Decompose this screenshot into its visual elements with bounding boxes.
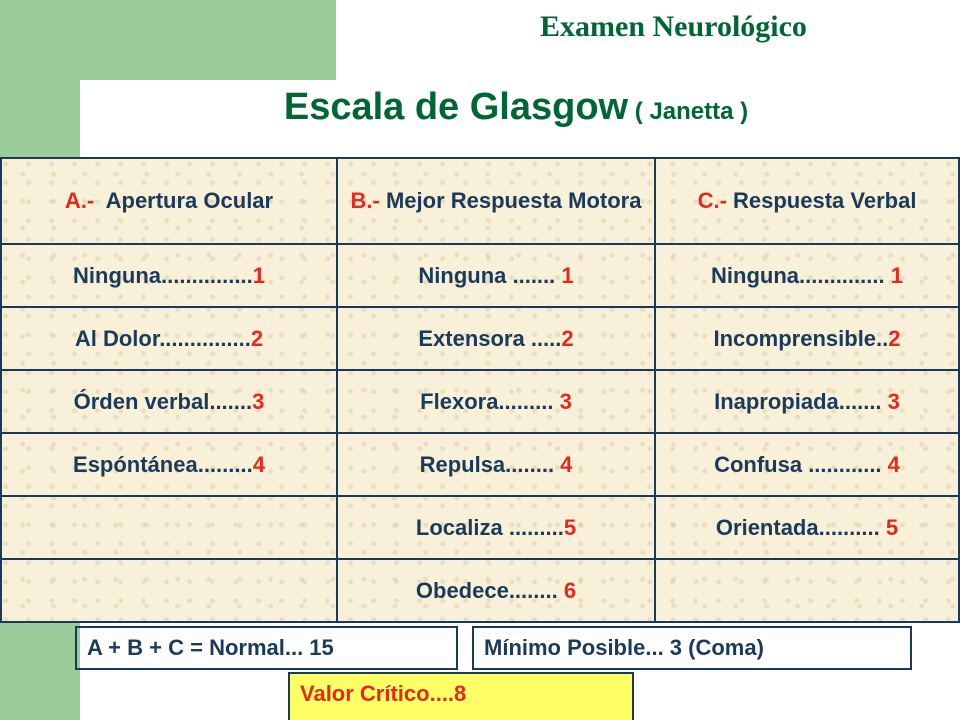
cell-score: 3 bbox=[252, 388, 265, 414]
table-row bbox=[1, 496, 959, 559]
table-cell bbox=[655, 244, 959, 307]
table-row bbox=[1, 370, 959, 433]
table-cell bbox=[655, 307, 959, 370]
table-cell bbox=[1, 496, 337, 559]
normal-sum-box: A + B + C = Normal... 15 bbox=[75, 626, 458, 670]
cell-label: Orientada.......... bbox=[715, 514, 886, 540]
table-cell bbox=[337, 244, 655, 307]
table-row bbox=[1, 307, 959, 370]
table-cell bbox=[1, 559, 337, 622]
pre-title: Examen Neurológico bbox=[540, 10, 807, 43]
column-letter: A.- bbox=[64, 188, 95, 214]
cell-label: Repulsa........ bbox=[419, 451, 561, 477]
cell-score: 5 bbox=[885, 514, 899, 540]
critical-value-box: Valor Crítico....8 bbox=[288, 672, 634, 720]
cell-score: 1 bbox=[890, 262, 903, 288]
cell-label: Espóntánea......... bbox=[73, 451, 253, 477]
table-cell bbox=[655, 559, 959, 622]
cell-label: Ninguna............... bbox=[73, 262, 253, 288]
column-header-b bbox=[337, 158, 655, 244]
cell-score: 1 bbox=[252, 262, 265, 288]
cell-score: 4 bbox=[252, 451, 265, 477]
table-cell bbox=[337, 496, 655, 559]
table-row bbox=[1, 244, 959, 307]
cell-label: Extensora ..... bbox=[418, 325, 562, 351]
cell-label: Obedece........ bbox=[415, 577, 564, 603]
glasgow-table bbox=[0, 157, 960, 623]
table-cell bbox=[655, 433, 959, 496]
cell-label: Localiza ......... bbox=[415, 514, 564, 540]
cell-label: Incomprensible.. bbox=[713, 325, 889, 351]
column-name: Respuesta Verbal bbox=[726, 188, 917, 214]
cell-score: 4 bbox=[560, 451, 573, 477]
table-cell bbox=[655, 370, 959, 433]
column-header-a bbox=[1, 158, 337, 244]
table-cell bbox=[337, 433, 655, 496]
table-cell bbox=[1, 244, 337, 307]
cell-label: Inapropiada....... bbox=[714, 388, 888, 414]
table-cell bbox=[1, 433, 337, 496]
column-header-c bbox=[655, 158, 959, 244]
title-main: Escala de Glasgow bbox=[283, 86, 629, 128]
cell-label: Ninguna.............. bbox=[711, 262, 891, 288]
table-row bbox=[1, 559, 959, 622]
page-title bbox=[0, 86, 960, 129]
cell-score: 5 bbox=[563, 514, 577, 540]
cell-score: 2 bbox=[250, 325, 264, 351]
cell-label: Al Dolor............... bbox=[74, 325, 251, 351]
column-letter: B.- bbox=[350, 188, 380, 214]
cell-score: 3 bbox=[887, 388, 900, 414]
cell-score: 2 bbox=[561, 325, 574, 351]
table-cell bbox=[337, 370, 655, 433]
cell-score: 2 bbox=[888, 325, 901, 351]
cell-label: Flexora......... bbox=[420, 388, 560, 414]
cell-score: 4 bbox=[887, 451, 900, 477]
cell-label: Confusa ............ bbox=[714, 451, 888, 477]
table-row bbox=[1, 433, 959, 496]
table-cell bbox=[1, 307, 337, 370]
cell-score: 1 bbox=[561, 262, 574, 288]
top-green-band bbox=[80, 0, 336, 80]
cell-label: Ninguna ....... bbox=[418, 262, 562, 288]
column-letter: C.- bbox=[697, 188, 727, 214]
column-name: Mejor Respuesta Motora bbox=[379, 188, 642, 214]
table-cell bbox=[655, 496, 959, 559]
column-name: Apertura Ocular bbox=[94, 188, 274, 214]
cell-score: 3 bbox=[559, 388, 572, 414]
cell-label: Órden verbal....... bbox=[73, 388, 253, 414]
table-cell bbox=[337, 307, 655, 370]
table-header-row bbox=[1, 158, 959, 244]
minimum-score-box: Mínimo Posible... 3 (Coma) bbox=[472, 626, 912, 670]
cell-score: 6 bbox=[563, 577, 577, 603]
table-cell bbox=[337, 559, 655, 622]
title-sub: ( Janetta ) bbox=[628, 98, 749, 125]
table-cell bbox=[1, 370, 337, 433]
